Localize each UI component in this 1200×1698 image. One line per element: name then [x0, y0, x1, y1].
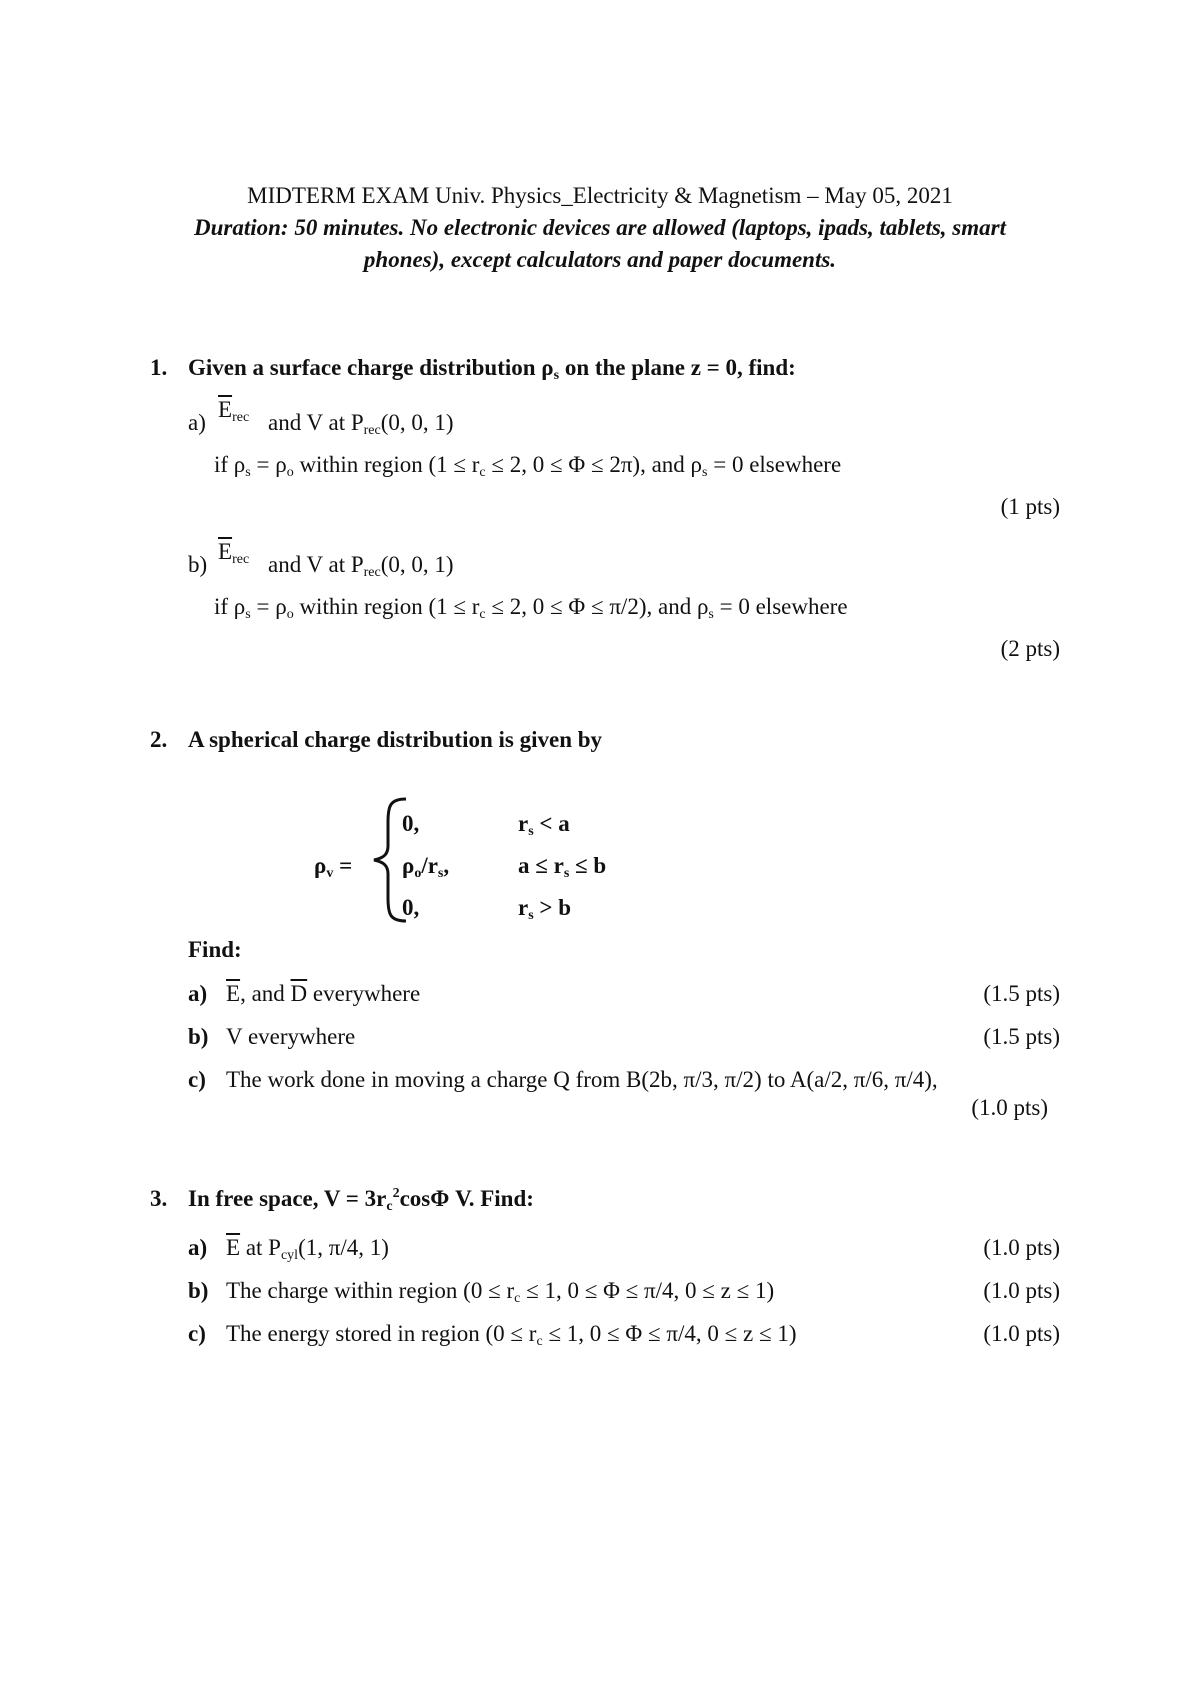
q1b-e-vector: $\overline{E}_{rec}$ [218, 539, 250, 567]
q2a-points: (1.5 pts) [983, 981, 1060, 1006]
q3b-label: b) [188, 1278, 209, 1303]
q1a-text: and V at $P_{rec}(0$, 0, 1) [268, 410, 454, 438]
q2-case-2-condition: $a \le r_s \le b$ [518, 853, 607, 881]
q3a-label: a) [188, 1235, 208, 1260]
q1-stem: Given a surface charge distribution $\rho_s$ on the plane z = 0, find: [188, 355, 796, 383]
q3c-label: c) [188, 1321, 206, 1346]
q3c-text: The energy stored in region ($0 \le r_c \le 1$, 0 ≤ Φ ≤ π/4, 0 ≤ z ≤ 1) [226, 1321, 797, 1349]
q2b-label: b) [188, 1024, 209, 1049]
q2a-label: a) [188, 981, 208, 1006]
q2b-text: V everywhere [226, 1024, 356, 1049]
q2-case-3-value: 0, [402, 895, 420, 920]
exam-note-line-2: phones), except calculators and paper documents. [363, 247, 837, 272]
q1a-condition: if $\rho_s = \rho_o$ within region ($1 \le r_c \le 2$, 0 ≤ Φ ≤ 2π), and $\rho_s = 0$ elsewhere [214, 452, 842, 480]
q1b-condition: if $\rho_s = \rho_o$ within region ($1 \le r_c \le 2$, 0 ≤ Φ ≤ π/2), and $\rho_s = 0$ elsewhere [214, 594, 848, 622]
q3a-text: $\overline{E}$ at $P_{cyl}(1$, π/4, 1) [226, 1235, 389, 1263]
q3-stem: In free space, $V = 3r_c^2\cos\Phi$ V. Find: [188, 1186, 534, 1214]
q1a-points: (1 pts) [1000, 494, 1060, 519]
q2a-text: $\overline{E}$, and $\overline{D}$ everywhere [226, 981, 421, 1006]
q1b-label: b) [188, 552, 208, 577]
q2-stem: A spherical charge distribution is given by [188, 727, 603, 752]
q2-case-2-value: $\rho_o/r_s$, [402, 853, 450, 881]
q3c-points: (1.0 pts) [983, 1321, 1060, 1346]
q2-number: 2. [150, 727, 168, 752]
q2c-points: (1.0 pts) [971, 1095, 1048, 1120]
q2c-label: c) [188, 1067, 206, 1092]
q3-number: 3. [150, 1186, 168, 1211]
q2-case-1-value: 0, [402, 811, 420, 836]
q3b-text: The charge within region ($0 \le r_c \le 1$, 0 ≤ Φ ≤ π/4, 0 ≤ z ≤ 1) [226, 1278, 775, 1306]
q2-find: Find: [188, 937, 242, 962]
q1b-points: (2 pts) [1000, 636, 1060, 661]
q2-lhs: $\rho_v$ = [314, 853, 353, 881]
q1a-e-vector: $\overline{E}_{rec}$ [218, 397, 250, 425]
q1b-text: and V at $P_{rec}(0$, 0, 1) [268, 552, 454, 580]
q2-case-3-condition: $r_s > b$ [518, 895, 572, 923]
q3b-points: (1.0 pts) [983, 1278, 1060, 1303]
q3a-points: (1.0 pts) [983, 1235, 1060, 1260]
q1a-label: a) [188, 410, 206, 435]
q1-number: 1. [150, 355, 168, 380]
q2b-points: (1.5 pts) [983, 1024, 1060, 1049]
q2c-text: The work done in moving a charge Q from B(2b, π/3, π/2) to A(a/2, π/6, π/4), [226, 1067, 938, 1092]
q2-case-1-condition: $r_s < a$ [518, 811, 570, 839]
exam-note-line-1: Duration: 50 minutes. No electronic devices are allowed (laptops, ipads, tablets, smart [193, 215, 1006, 240]
exam-title: MIDTERM EXAM Univ. Physics_Electricity & Magnetism – May 05, 2021 [247, 183, 953, 208]
